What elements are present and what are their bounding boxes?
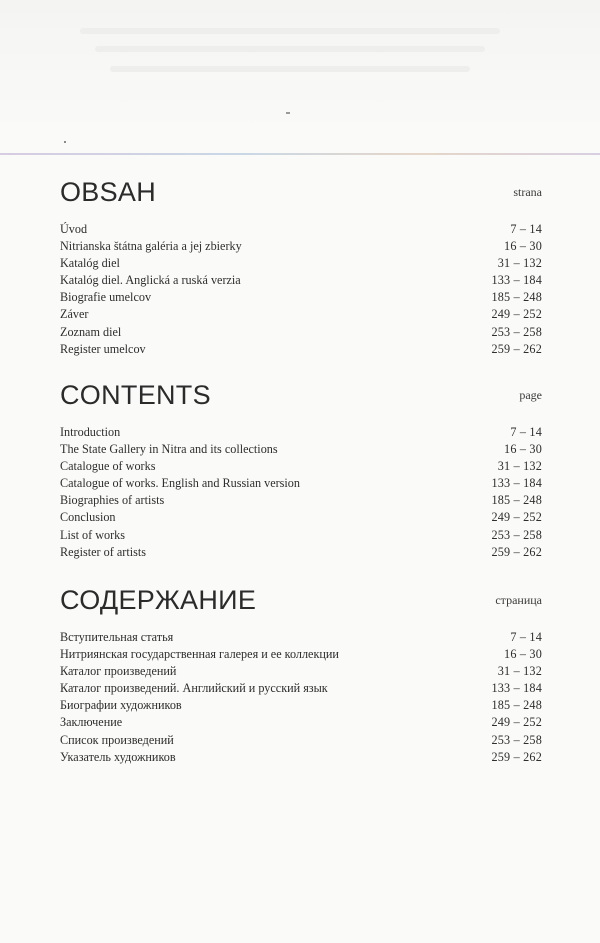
toc-entry-title: Nitrianska štátna galéria a jej zbierky: [60, 239, 242, 254]
toc-entry-title: Указатель художников: [60, 749, 176, 764]
toc-entry[interactable]: [60, 715, 542, 732]
show-through-text-line: [110, 66, 470, 72]
show-through-bleed: [0, 0, 600, 140]
toc-entry-title: Каталог произведений. Английский и русский язык: [60, 681, 328, 696]
toc-entry-pages: 253 – 258: [491, 527, 542, 542]
toc-entry-title: Introduction: [60, 425, 121, 439]
toc-entry-pages: 185 – 248: [491, 493, 542, 508]
toc-section-russian: [60, 578, 542, 767]
toc-entry-title: List of works: [60, 527, 125, 542]
section-header: [60, 170, 542, 206]
print-mark: [286, 112, 290, 114]
toc-entry[interactable]: [60, 733, 542, 750]
toc-entry[interactable]: [60, 681, 542, 698]
show-through-text-line: [80, 28, 500, 34]
toc-entry-pages: 16 – 30: [504, 442, 542, 457]
section-heading: СОДЕРЖАНИЕ: [60, 585, 257, 615]
toc-entry[interactable]: [60, 256, 542, 273]
toc-entry-pages: 133 – 184: [491, 681, 542, 696]
toc-entry-pages: 249 – 252: [491, 510, 542, 525]
toc-entry[interactable]: [60, 510, 542, 527]
toc-entry[interactable]: [60, 545, 542, 562]
toc-entry-pages: 259 – 262: [491, 544, 542, 559]
toc-entry-pages: 185 – 248: [491, 290, 542, 305]
toc-entry-title: Каталог произведений: [60, 664, 177, 679]
toc-entry-title: Katalóg diel. Anglická a ruská verzia: [60, 273, 241, 288]
toc-entry-title: Biografie umelcov: [60, 290, 152, 305]
toc-entry[interactable]: [60, 239, 542, 256]
toc-entry-pages: 259 – 262: [491, 749, 542, 764]
section-heading: CONTENTS: [60, 380, 211, 410]
header-rule: [0, 153, 600, 155]
toc-entry[interactable]: [60, 442, 542, 459]
toc-entry[interactable]: [60, 493, 542, 510]
toc-entry[interactable]: [60, 528, 542, 545]
toc-entry-title: Список произведений: [60, 732, 174, 747]
toc-entry-pages: 253 – 258: [491, 732, 542, 747]
toc-entry[interactable]: [60, 664, 542, 681]
toc-entry-title: Register umelcov: [60, 341, 146, 356]
toc-entry[interactable]: [60, 647, 542, 664]
toc-entry-pages: 31 – 132: [497, 459, 542, 474]
toc-entry[interactable]: [60, 459, 542, 476]
page-column-label: страница: [495, 593, 542, 607]
toc-list: [60, 222, 542, 359]
toc-entry[interactable]: [60, 750, 542, 767]
toc-entry-pages: 7 – 14: [510, 630, 542, 644]
toc-entry-title: Register of artists: [60, 544, 146, 559]
toc-entry-pages: 16 – 30: [504, 647, 542, 662]
toc-entry-pages: 259 – 262: [491, 341, 542, 356]
toc-entry[interactable]: [60, 630, 542, 647]
toc-entry[interactable]: [60, 325, 542, 342]
toc-entry-pages: 249 – 252: [491, 715, 542, 730]
toc-entry[interactable]: [60, 425, 542, 442]
toc-entry-title: Вступительная статья: [60, 630, 174, 644]
toc-list: [60, 630, 542, 767]
toc-entry-pages: 133 – 184: [491, 476, 542, 491]
print-mark: [64, 141, 66, 143]
toc-entry-pages: 185 – 248: [491, 698, 542, 713]
toc-entry-title: Biographies of artists: [60, 493, 165, 508]
toc-section-english: [60, 373, 542, 562]
toc-entry-pages: 133 – 184: [491, 273, 542, 288]
section-header: [60, 578, 542, 614]
toc-entry-pages: 249 – 252: [491, 307, 542, 322]
toc-entry-title: Биографии художников: [60, 698, 182, 713]
toc-entry-pages: 31 – 132: [497, 664, 542, 679]
toc-entry-pages: 31 – 132: [497, 256, 542, 271]
toc-entry-title: Заключение: [60, 715, 123, 730]
toc-entry[interactable]: [60, 476, 542, 493]
toc-entry[interactable]: [60, 290, 542, 307]
toc-entry-title: Catalogue of works. English and Russian version: [60, 476, 300, 491]
toc-entry-title: Katalóg diel: [60, 256, 120, 271]
toc-entry-title: The State Gallery in Nitra and its collections: [60, 442, 278, 457]
toc-entry-pages: 7 – 14: [510, 425, 542, 439]
page-column-label: page: [519, 388, 542, 402]
toc-entry-pages: 7 – 14: [510, 222, 542, 236]
toc-entry-title: Conclusion: [60, 510, 116, 525]
toc-list: [60, 425, 542, 562]
toc-entry-pages: 253 – 258: [491, 324, 542, 339]
toc-section-slovak: [60, 170, 542, 359]
toc-entry-title: Zoznam diel: [60, 324, 122, 339]
toc-entry-title: Нитриянская государственная галерея и ее коллекции: [60, 647, 339, 662]
toc-entry[interactable]: [60, 307, 542, 324]
page-column-label: strana: [513, 185, 542, 199]
toc-entry[interactable]: [60, 698, 542, 715]
toc-entry-title: Záver: [60, 307, 89, 322]
toc-entry-pages: 16 – 30: [504, 239, 542, 254]
section-heading: OBSAH: [60, 177, 157, 207]
toc-entry[interactable]: [60, 273, 542, 290]
show-through-text-line: [95, 46, 485, 52]
toc-entry-title: Catalogue of works: [60, 459, 156, 474]
toc-entry[interactable]: [60, 222, 542, 239]
toc-entry-title: Úvod: [60, 222, 88, 236]
toc-entry[interactable]: [60, 342, 542, 359]
section-header: [60, 373, 542, 409]
